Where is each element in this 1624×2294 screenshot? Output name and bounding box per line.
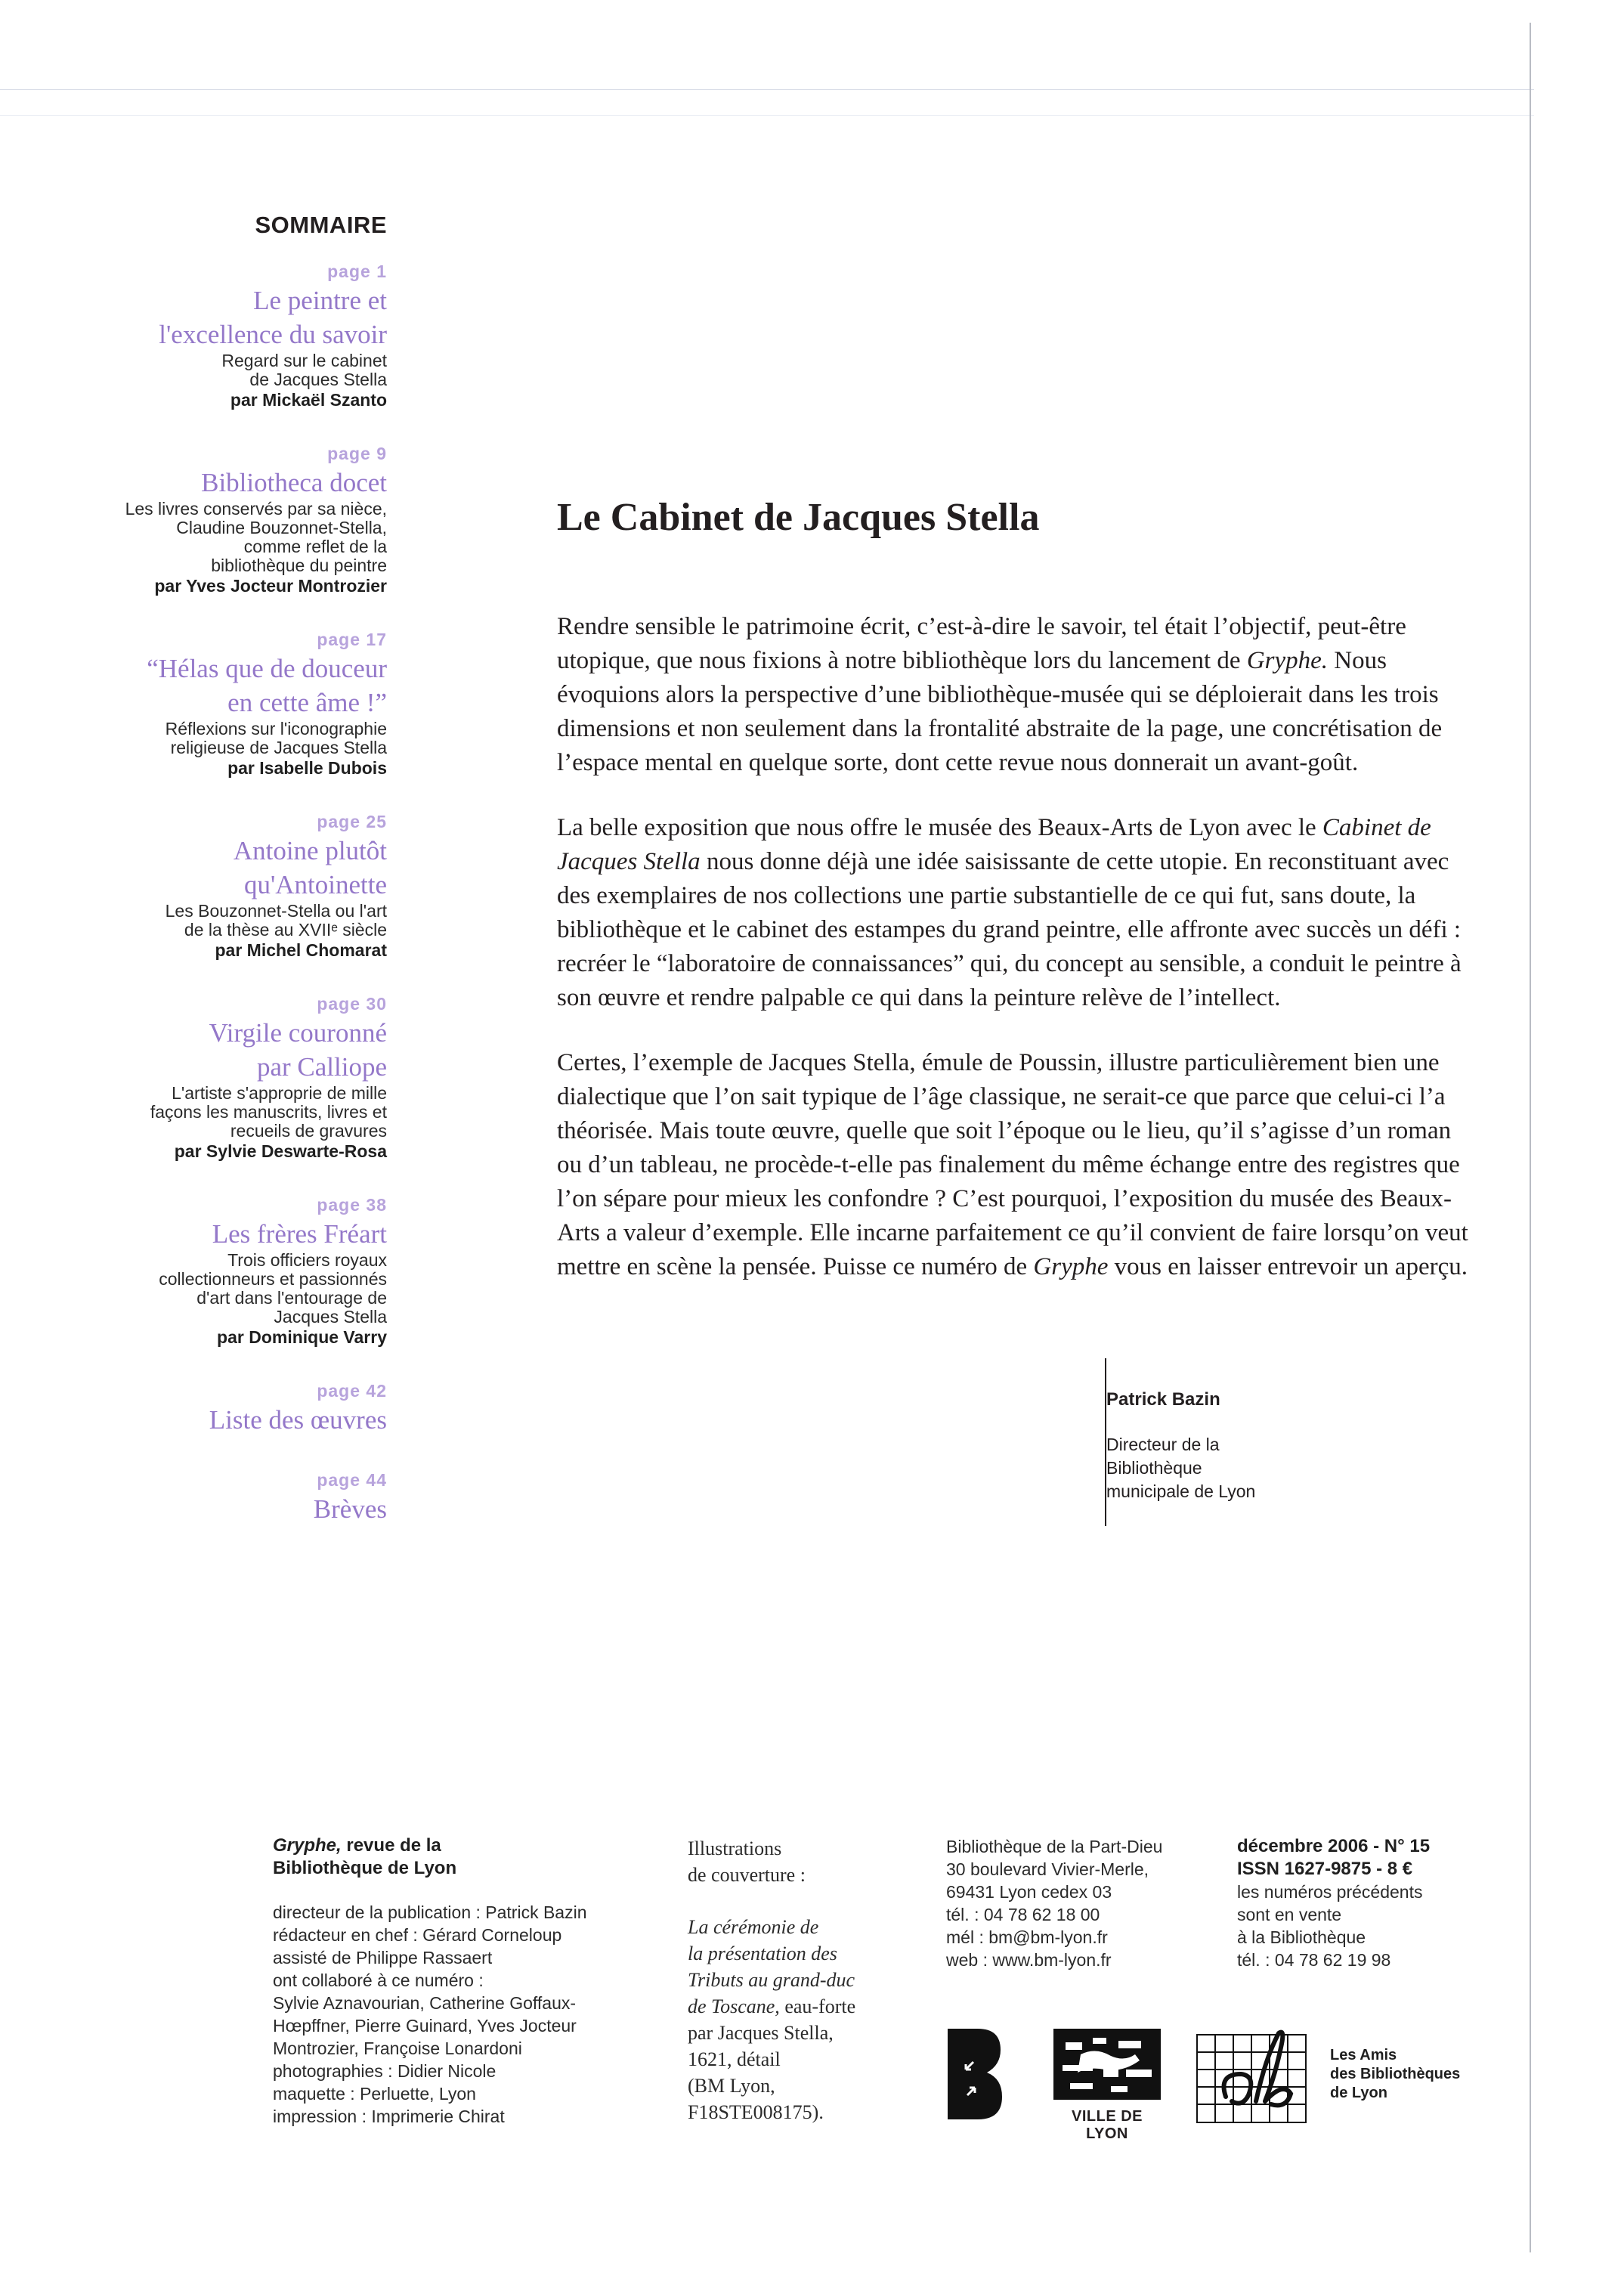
- toc-page-number: page 42: [317, 1381, 387, 1401]
- toc-title: par Calliope: [256, 1052, 387, 1082]
- credit-line: Montrozier, Françoise Lonardoni: [273, 2039, 522, 2058]
- toc-title: Liste des œuvres: [209, 1405, 387, 1435]
- credit-line: assisté de Philippe Rassaert: [273, 1948, 493, 1967]
- toc-description: Trois officiers royaux: [227, 1250, 387, 1270]
- cover-caption-italic: de Toscane,: [688, 1995, 780, 2017]
- paragraph-2: [557, 811, 1479, 1015]
- toc-page-number: page 9: [327, 444, 387, 463]
- p2-text-cont: nous donne déjà une idée saisissante de cette utopie. En reconstituant avec des exemplaires de nos collections une partie substantielle de ce qui fut, sans doute, la bibliothèque et le cabinet des estampes du grand peintre, elle affronte avec succès un défi : recréer le “laboratoire de connaissances” qui, du concept au sensible, a conduit le peintre à son œuvre et rendre palpable ce qui dans la peinture relève de l’intellect.: [557, 848, 1462, 1011]
- signature-role-line: Directeur de la: [1106, 1435, 1220, 1454]
- paragraph-3: [557, 1046, 1479, 1284]
- contact-email: mél : bm@bm-lyon.fr: [946, 1927, 1108, 1947]
- cover-caption-tail: eau-forte: [779, 1995, 856, 2017]
- signature-role: [1106, 1433, 1333, 1503]
- toc-title: “Hélas que de douceur: [147, 654, 387, 683]
- amis-label: [1330, 2046, 1460, 2103]
- toc-title: Virgile couronné: [209, 1018, 387, 1048]
- cover-caption-line: 1621, détail: [688, 2048, 781, 2070]
- toc-description: d'art dans l'entourage de: [196, 1288, 387, 1308]
- toc-description: de Jacques Stella: [249, 370, 387, 389]
- toc-description: bibliothèque du peintre: [211, 556, 387, 575]
- lion-crest-icon: [1050, 2027, 1164, 2103]
- top-rule-secondary: [0, 115, 1534, 116]
- colophon-heading: [273, 1834, 636, 1880]
- cover-heading-line: de couverture :: [688, 1864, 806, 1886]
- issue-number: décembre 2006 - N° 15: [1237, 1836, 1431, 1856]
- credit-line: photographies : Didier Nicole: [273, 2061, 496, 2081]
- credit-line: ont collaboré à ce numéro :: [273, 1970, 484, 1990]
- cover-caption-line: La cérémonie de: [688, 1916, 819, 1938]
- bm-lyon-logo: [948, 2029, 1002, 2119]
- cover-caption-line: Tributs au grand-duc: [688, 1969, 855, 1991]
- toc-entry[interactable]: [68, 1379, 387, 1437]
- article-body: [557, 610, 1479, 1284]
- issn-price: ISSN 1627-9875 - 8 €: [1237, 1859, 1413, 1879]
- issue-note-line: tél. : 04 78 62 19 98: [1237, 1950, 1391, 1970]
- contact-line: Bibliothèque de la Part-Dieu: [946, 1837, 1163, 1856]
- toc-description: Les livres conservés par sa nièce,: [125, 499, 387, 519]
- toc-description: L'artiste s'approprie de mille: [172, 1083, 387, 1103]
- toc-entry[interactable]: [68, 1193, 387, 1348]
- p3-text: Certes, l’exemple de Jacques Stella, émule de Poussin, illustre particulièrement bien une dialectique que l’on sait typique de l’âge classique, ne serait-ce que parce que celui-ci l’a théorisée. Mais toute œuvre, quelle que soit l’époque ou le lieu, qu’il s’agisse d’un roman ou d’un tableau, ne procède-t-elle pas finalement du même échange entre des registres que l’on sépare pour mieux les confondre ? C’est pourquoi, l’exposition du musée des Beaux-Arts a valeur d’exemple. Elle incarne parfaitement ce qu’il convient de faire lorsqu’on veut mettre en scène la pensée. Puisse ce numéro de: [557, 1049, 1468, 1280]
- top-rule: [0, 89, 1534, 90]
- toc-page-number: page 44: [317, 1470, 387, 1490]
- toc-page-number: page 25: [317, 812, 387, 831]
- credit-line: maquette : Perluette, Lyon: [273, 2084, 476, 2104]
- toc-heading: SOMMAIRE: [255, 212, 387, 238]
- toc-description: façons les manuscrits, livres et: [150, 1102, 387, 1122]
- toc-title: Les frères Fréart: [212, 1219, 387, 1249]
- toc-title: qu'Antoinette: [243, 870, 387, 899]
- toc-entry[interactable]: [68, 1469, 387, 1526]
- toc-description: Les Bouzonnet-Stella ou l'art: [165, 901, 387, 921]
- signature-role-line: municipale de Lyon: [1106, 1481, 1256, 1501]
- toc-description: collectionneurs et passionnés: [159, 1269, 387, 1289]
- issue-info: [1237, 1835, 1494, 1971]
- credit-line: impression : Imprimerie Chirat: [273, 2107, 505, 2126]
- contact-line: 30 boulevard Vivier-Merle,: [946, 1859, 1149, 1879]
- toc-entry[interactable]: [68, 628, 387, 779]
- colophon-credits: [273, 1901, 636, 2128]
- library-contact: [946, 1835, 1203, 1971]
- credit-line: rédacteur en chef : Gérard Corneloup: [273, 1925, 562, 1945]
- toc-page-number: page 30: [317, 994, 387, 1014]
- toc-entry[interactable]: [68, 992, 387, 1162]
- toc-description: Claudine Bouzonnet-Stella,: [176, 518, 387, 537]
- credit-line: directeur de la publication : Patrick Bazin: [273, 1902, 587, 1922]
- toc-description: Regard sur le cabinet: [221, 351, 387, 370]
- amis-bibliotheques-logo: [1196, 2029, 1307, 2124]
- contact-website: web : www.bm-lyon.fr: [946, 1950, 1112, 1970]
- toc-author: par Michel Chomarat: [215, 940, 387, 960]
- amis-label-line: des Bibliothèques: [1330, 2066, 1461, 2082]
- p1-emphasis: Gryphe.: [1246, 647, 1329, 674]
- contact-phone: tél. : 04 78 62 18 00: [946, 1905, 1100, 1924]
- journal-name: Gryphe,: [273, 1835, 342, 1856]
- toc-author: par Yves Jocteur Montrozier: [154, 576, 387, 596]
- toc-description: Réflexions sur l'iconographie: [165, 719, 387, 738]
- toc-entry[interactable]: [68, 810, 387, 961]
- toc-title: Brèves: [313, 1494, 387, 1524]
- toc-entries: [68, 260, 387, 1526]
- toc-page-number: page 1: [327, 262, 387, 281]
- issue-note-line: les numéros précédents: [1237, 1882, 1423, 1902]
- toc-title: Bibliotheca docet: [201, 468, 387, 497]
- cover-caption-line: [688, 1993, 869, 2020]
- journal-subtitle: revue de la: [341, 1835, 441, 1856]
- cover-credits: [688, 1835, 869, 2125]
- colophon: [273, 1834, 636, 2128]
- toc-entry[interactable]: [68, 442, 387, 596]
- cover-heading-line: Illustrations: [688, 1837, 782, 1859]
- amis-label-line: Les Amis: [1330, 2047, 1397, 2063]
- cover-caption-line: F18STE008175).: [688, 2101, 824, 2123]
- signature-role-line: Bibliothèque: [1106, 1458, 1202, 1478]
- toc-description: comme reflet de la: [243, 537, 387, 556]
- p2-text: La belle exposition que nous offre le musée des Beaux-Arts de Lyon avec le: [557, 814, 1322, 841]
- toc-page-number: page 38: [317, 1195, 387, 1215]
- amis-label-line: de Lyon: [1330, 2085, 1387, 2101]
- p1-text-cont: Nous évoquions alors la perspective d’une bibliothèque-musée qui se déploierait dans les trois dimensions et non seulement dans la frontalité abstraite de la page, une concrétisation de l’espace mental en quelque sorte, dont cette revue nous donnerait un avant-goût.: [557, 647, 1443, 776]
- toc-page-number: page 17: [317, 630, 387, 649]
- p3-emphasis: Gryphe: [1033, 1253, 1109, 1280]
- toc-description: Jacques Stella: [274, 1307, 387, 1327]
- toc-entry[interactable]: [68, 260, 387, 410]
- toc-title: l'excellence du savoir: [159, 320, 387, 349]
- issue-note-line: sont en vente: [1237, 1905, 1342, 1924]
- issue-note-line: à la Bibliothèque: [1237, 1927, 1366, 1947]
- journal-subtitle-line2: Bibliothèque de Lyon: [273, 1858, 457, 1878]
- cover-caption-line: (BM Lyon,: [688, 2075, 775, 2097]
- p2-emphasis: Cabinet de Jacques Stella: [557, 814, 1431, 875]
- signature-name: Patrick Bazin: [1106, 1389, 1220, 1410]
- credit-line: Sylvie Aznavourian, Catherine Goffaux-: [273, 1993, 577, 2013]
- toc-author: par Sylvie Deswarte-Rosa: [174, 1141, 387, 1161]
- toc-description: recueils de gravures: [230, 1121, 387, 1141]
- toc-description: religieuse de Jacques Stella: [170, 738, 387, 757]
- toc-author: par Isabelle Dubois: [227, 758, 387, 778]
- credit-line: Hœpffner, Pierre Guinard, Yves Jocteur: [273, 2016, 577, 2035]
- article-title: Le Cabinet de Jacques Stella: [557, 496, 1040, 539]
- toc-description: de la thèse au XVIIᵉ siècle: [184, 920, 387, 940]
- cover-caption-line: par Jacques Stella,: [688, 2022, 834, 2044]
- paragraph-1: [557, 610, 1479, 780]
- ville-de-lyon-label: VILLE DE LYON: [1071, 2108, 1143, 2142]
- cover-caption-line: la présentation des: [688, 1943, 837, 1964]
- right-edge-rule: [1530, 23, 1531, 2252]
- p1-text: Rendre sensible le patrimoine écrit, c’est-à-dire le savoir, tel était l’objectif, peut-être utopique, que nous fixions à notre bibliothèque lors du lancement de: [557, 613, 1406, 674]
- toc-title: Le peintre et: [253, 286, 387, 315]
- table-of-contents: [68, 212, 387, 1558]
- toc-author: par Mickaël Szanto: [230, 390, 387, 410]
- ville-de-lyon-logo: [1050, 2027, 1164, 2142]
- contact-line: 69431 Lyon cedex 03: [946, 1882, 1112, 1902]
- toc-title: en cette âme !”: [227, 688, 387, 717]
- toc-author: par Dominique Varry: [217, 1327, 387, 1347]
- toc-title: Antoine plutôt: [233, 836, 387, 865]
- p3-text-cont: vous en laisser entrevoir un aperçu.: [1108, 1253, 1468, 1280]
